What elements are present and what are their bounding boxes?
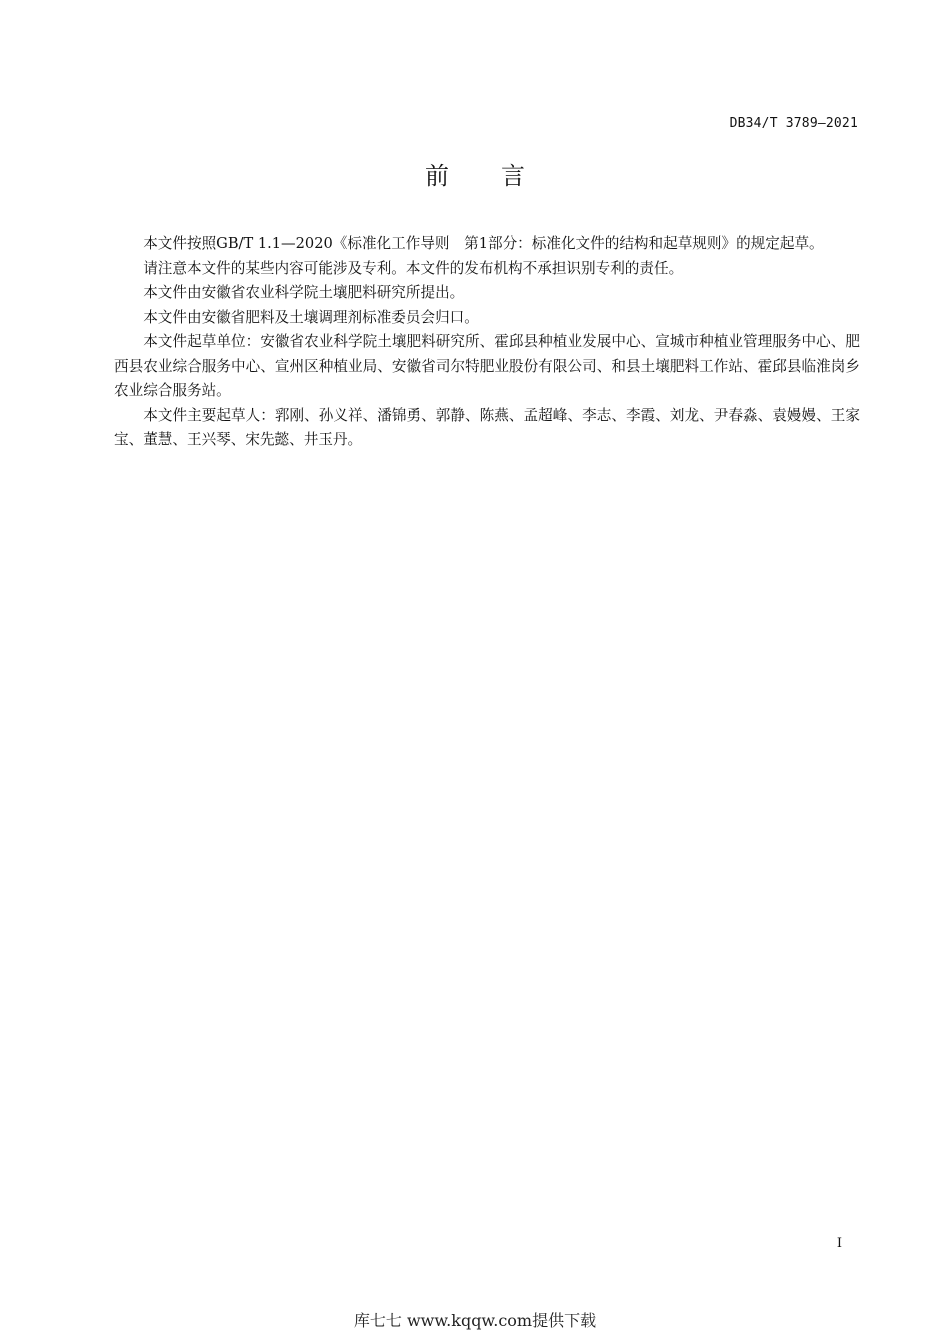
paragraph-proposer: 本文件由安徽省农业科学院土壤肥料研究所提出。 (143, 284, 465, 301)
paragraph-drafting-rules: 本文件按照GB/T 1.1—2020《标准化工作导则 第1部分：标准化文件的结构和起草规则》的规定起草。 (143, 235, 824, 252)
foreword-body (114, 232, 860, 453)
page-number: I (836, 1236, 842, 1251)
paragraph-patent-notice: 请注意本文件的某些内容可能涉及专利。本文件的发布机构不承担识别专利的责任。 (143, 259, 684, 277)
page-title: 前言 (425, 162, 577, 190)
paragraph-drafters: 本文件主要起草人：郛刚、孙义祥、潘锦勇、郭静、陈燕、孟超峰、李志、李霞、刘龙、尹春淼、袁嫚嫚、王家宝、董慧、王兴琴、宋先懿、井玉丹。 (114, 406, 860, 448)
paragraph-drafting-units: 本文件起草单位：安徽省农业科学院土壤肥料研究所、霍邱县种植业发展中心、宣城市种植业管理服务中心、肥西县农业综合服务中心、宣州区种植业局、安徽省司尔特肥业股份有限公司、和县土壤肥料工作站、霍邱县临淮岗乡农业综合服务站。 (114, 333, 860, 399)
download-watermark: 库七七 www.kqqw.com提供下载 (353, 1311, 597, 1330)
document-code: DB34/T 3789—2021 (729, 116, 858, 131)
paragraph-committee: 本文件由安徽省肥料及土壤调理剂标准委员会归口。 (143, 308, 479, 326)
